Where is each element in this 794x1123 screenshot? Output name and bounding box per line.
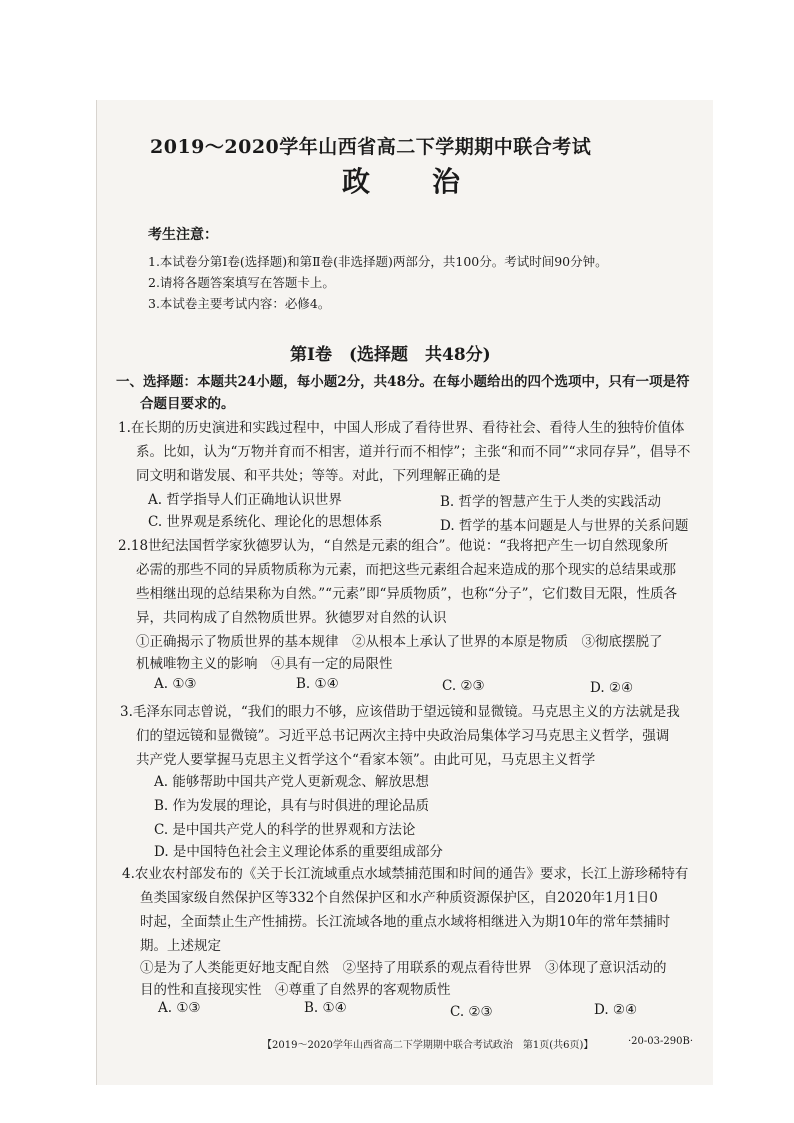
- question-3-line: 3.毛泽东同志曾说，“我们的眼力不够，应该借助于望远镜和显微镜。马克思主义的方法就是我: [120, 704, 680, 720]
- question-2-line: 异，共同构成了自然物质世界。狄德罗对自然的认识: [136, 610, 447, 626]
- question-2-line: 必需的那些不同的异质物质称为元素，而把这些元素组合起来造成的那个现实的总结果或那: [136, 562, 676, 578]
- question-3-option-a[interactable]: A. 能够帮助中国共产党人更新观念、解放思想: [154, 774, 429, 790]
- question-4-line: 目的性和直接现实性 ④尊重了自然界的客观物质性: [140, 982, 451, 998]
- part1-heading: 第Ⅰ卷 (选择题 共48分): [290, 345, 491, 365]
- question-2-option-b[interactable]: B. ①④: [296, 676, 339, 692]
- question-1-option-b[interactable]: B. 哲学的智慧产生于人类的实践活动: [440, 494, 662, 510]
- question-2-line: 机械唯物主义的影响 ④具有一定的局限性: [136, 656, 393, 672]
- question-4-option-a[interactable]: A. ①③: [158, 1000, 201, 1016]
- question-2-line: 2.18世纪法国哲学家狄德罗认为，“自然是元素的组合”。他说：“我将把产生一切自然现象所: [118, 538, 669, 554]
- question-4-line: 4.农业农村部发布的《关于长江流域重点水域禁捕范围和时间的通告》要求，长江上游珍稀特有: [122, 866, 689, 882]
- question-1-option-a[interactable]: A. 哲学指导人们正确地认识世界: [148, 492, 342, 508]
- question-4-line: 期。上述规定: [140, 938, 221, 954]
- question-1-line: 1.在长期的历史演进和实践过程中，中国人形成了看待世界、看待社会、看待人生的独特价值体: [118, 420, 685, 436]
- question-3-line: 们的望远镜和显微镜”。习近平总书记两次主持中央政治局集体学习马克思主义哲学，强调: [136, 728, 670, 744]
- question-2-option-d[interactable]: D. ②④: [590, 680, 634, 696]
- question-2-line: ①正确揭示了物质世界的基本规律 ②从根本上承认了世界的本原是物质 ③彻底摆脱了: [136, 634, 663, 650]
- question-3-option-d[interactable]: D. 是中国特色社会主义理论体系的重要组成部分: [154, 844, 443, 860]
- exam-title: 2019～2020学年山西省高二下学期期中联合考试: [150, 136, 592, 158]
- question-3-line: 共产党人要掌握马克思主义哲学这个“看家本领”。由此可见，马克思主义哲学: [136, 752, 596, 768]
- question-4-option-d[interactable]: D. ②④: [594, 1002, 638, 1018]
- question-3-option-c[interactable]: C. 是中国共产党人的科学的世界观和方法论: [154, 822, 416, 838]
- notice-item: 1.本试卷分第Ⅰ卷(选择题)和第Ⅱ卷(非选择题)两部分，共100分。考试时间90分钟。: [148, 254, 608, 269]
- question-3-option-b[interactable]: B. 作为发展的理论，具有与时俱进的理论品质: [154, 798, 430, 814]
- footer-code: ·20-03-290B·: [628, 1036, 693, 1047]
- question-4-line: ①是为了人类能更好地支配自然 ②坚持了用联系的观点看待世界 ③体现了意识活动的: [140, 960, 667, 976]
- question-4-line: 鱼类国家级自然保护区等332个自然保护区和水产种质资源保护区，自2020年1月1日0: [140, 890, 658, 906]
- question-2-option-c[interactable]: C. ②③: [442, 678, 485, 694]
- question-4-option-c[interactable]: C. ②③: [450, 1004, 493, 1020]
- question-1-line: 同文明和谐发展、和平共处；等等。对此，下列理解正确的是: [136, 468, 501, 484]
- instruction-line: 合题目要求的。: [140, 396, 235, 412]
- instruction-line: 一、选择题：本题共24小题，每小题2分，共48分。在每小题给出的四个选项中，只有一项是符: [116, 374, 690, 390]
- question-1-option-d[interactable]: D. 哲学的基本问题是人与世界的关系问题: [440, 518, 689, 534]
- question-2-line: 些相继出现的总结果称为自然。”“元素”即“异质物质”，也称“分子”，它们数目无限，性质各: [136, 586, 678, 602]
- notice-heading: 考生注意：: [148, 227, 218, 243]
- question-1-line: 系。比如，认为“万物并育而不相害，道并行而不相悖”；主张“和而不同”“求同存异”，倡导不: [136, 444, 691, 460]
- footer-page-info: 【2019～2020学年山西省高二下学期期中联合考试政治 第1页(共6页)】: [262, 1040, 594, 1051]
- question-4-line: 时起，全面禁止生产性捕捞。长江流域各地的重点水域将相继进入为期10年的常年禁捕时: [140, 914, 671, 930]
- question-2-option-a[interactable]: A. ①③: [154, 676, 197, 692]
- notice-item: 3.本试卷主要考试内容：必修4。: [148, 296, 331, 311]
- subject-title: 政 治: [342, 165, 463, 198]
- question-1-option-c[interactable]: C. 世界观是系统化、理论化的思想体系: [148, 514, 383, 530]
- question-4-option-b[interactable]: B. ①④: [304, 1000, 347, 1016]
- notice-item: 2.请将各题答案填写在答题卡上。: [148, 275, 335, 290]
